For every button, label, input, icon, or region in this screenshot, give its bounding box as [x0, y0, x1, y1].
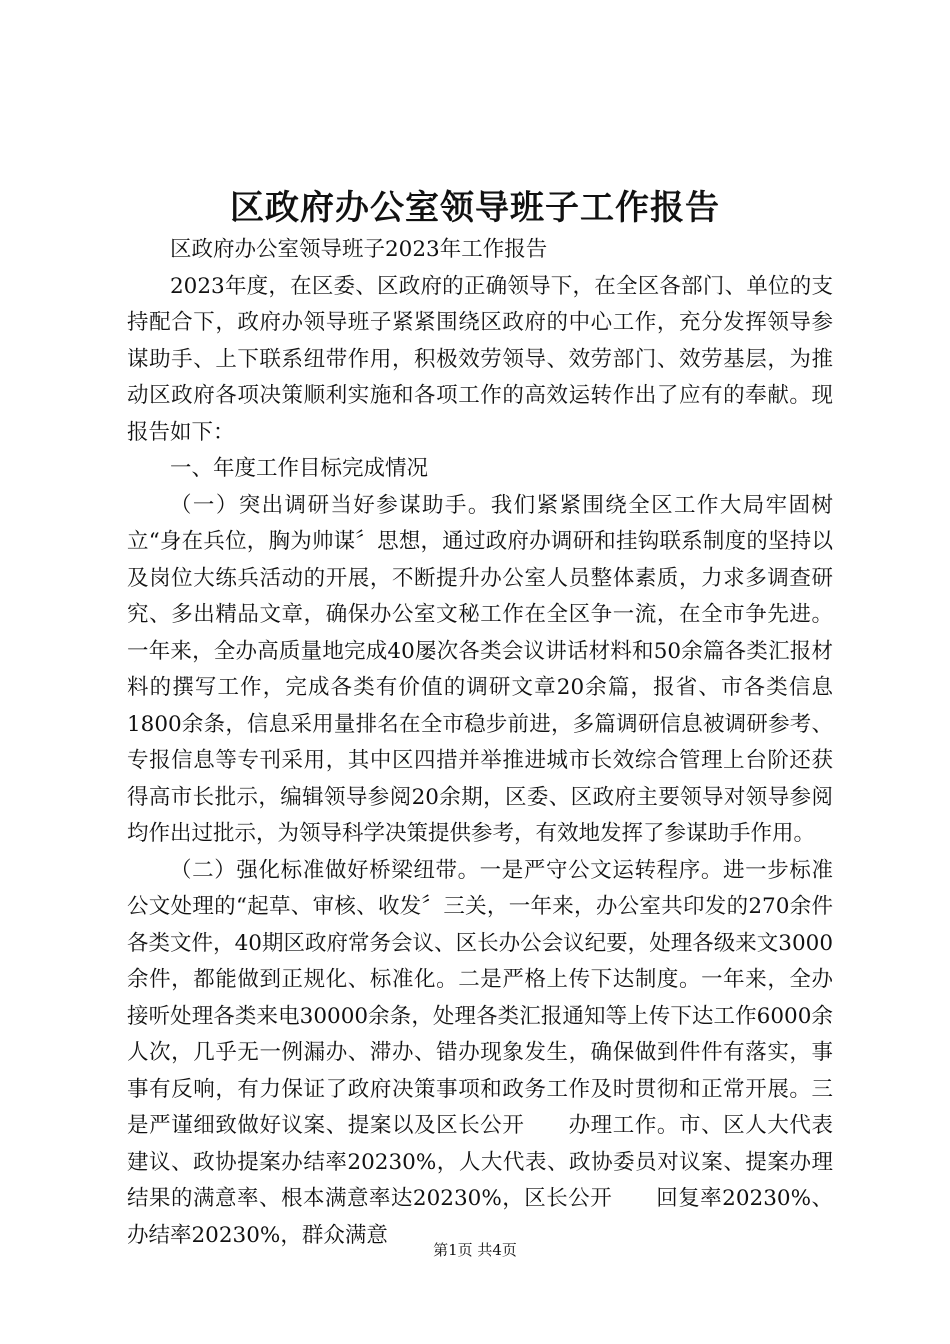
document-body [127, 232, 833, 1254]
intro-paragraph: 2023年度，在区委、区政府的正确领导下，在全区各部门、单位的支持配合下，政府办领导班子紧紧围绕区政府的中心工作，充分发挥领导参谋助手、上下联系纽带作用，积极效劳领导、效劳部门、效劳基层，为推动区政府各项决策顺利实施和各项工作的高效运转作出了应有的奉献。现报告如下： [127, 273, 833, 445]
section-heading: 一、年度工作目标完成情况 [170, 456, 429, 481]
page-number-footer: 第1页 共4页 [433, 1241, 517, 1259]
body-paragraph: （一）突出调研当好参谋助手。我们紧紧围绕全区工作大局牢固树立“身在兵位，胸为帅谋〞思想，通过政府办调研和挂钩联系制度的坚持以及岗位大练兵活动的开展，不断提升办公室人员整体素质，力求多调查研究、多出精品文章，确保办公室文秘工作在全区争一流，在全市争先进。一年来，全办高质量地完成40屡次各类会议讲话材料和50余篇各类汇报材料的撰写工作，完成各类有价值的调研文章20余篇，报省、市各类信息1800余条，信息采用量排名在全市稳步前进，多篇调研信息被调研参考、专报信息等专刊采用，其中区四措并举推进城市长效综合管理上台阶还获得高市长批示，编辑领导参阅20余期，区委、区政府主要领导对领导参阅均作出过批示，为领导科学决策提供参考，有效地发挥了参谋助手作用。 [127, 492, 833, 846]
document-title: 区政府办公室领导班子工作报告 [230, 188, 720, 228]
report-heading-paragraph: 区政府办公室领导班子2023年工作报告 [170, 237, 548, 262]
body-paragraph: （二）强化标准做好桥梁纽带。一是严守公文运转程序。进一步标准公文处理的“起草、审核、收发〞三关，一年来，办公室共印发的270余件各类文件，40期区政府常务会议、区长办公会议纪要，处理各级来文3000余件，都能做到正规化、标准化。二是严格上传下达制度。一年来，全办接听处理各类来电30000余条，处理各类汇报通知等上传下达工作6000余人次，几乎无一例漏办、滞办、错办现象发生，确保做到件件有落实，事事有反响，有力保证了政府决策事项和政务工作及时贯彻和正常开展。三是严谨细致做好议案、提案以及区长公开 办理工作。市、区人大代表建议、政协提案办结率20230%，人大代表、政协委员对议案、提案办理结果的满意率、根本满意率达20230%，区长公开 回复率20230%、办结率20230%，群众满意 [127, 857, 833, 1248]
